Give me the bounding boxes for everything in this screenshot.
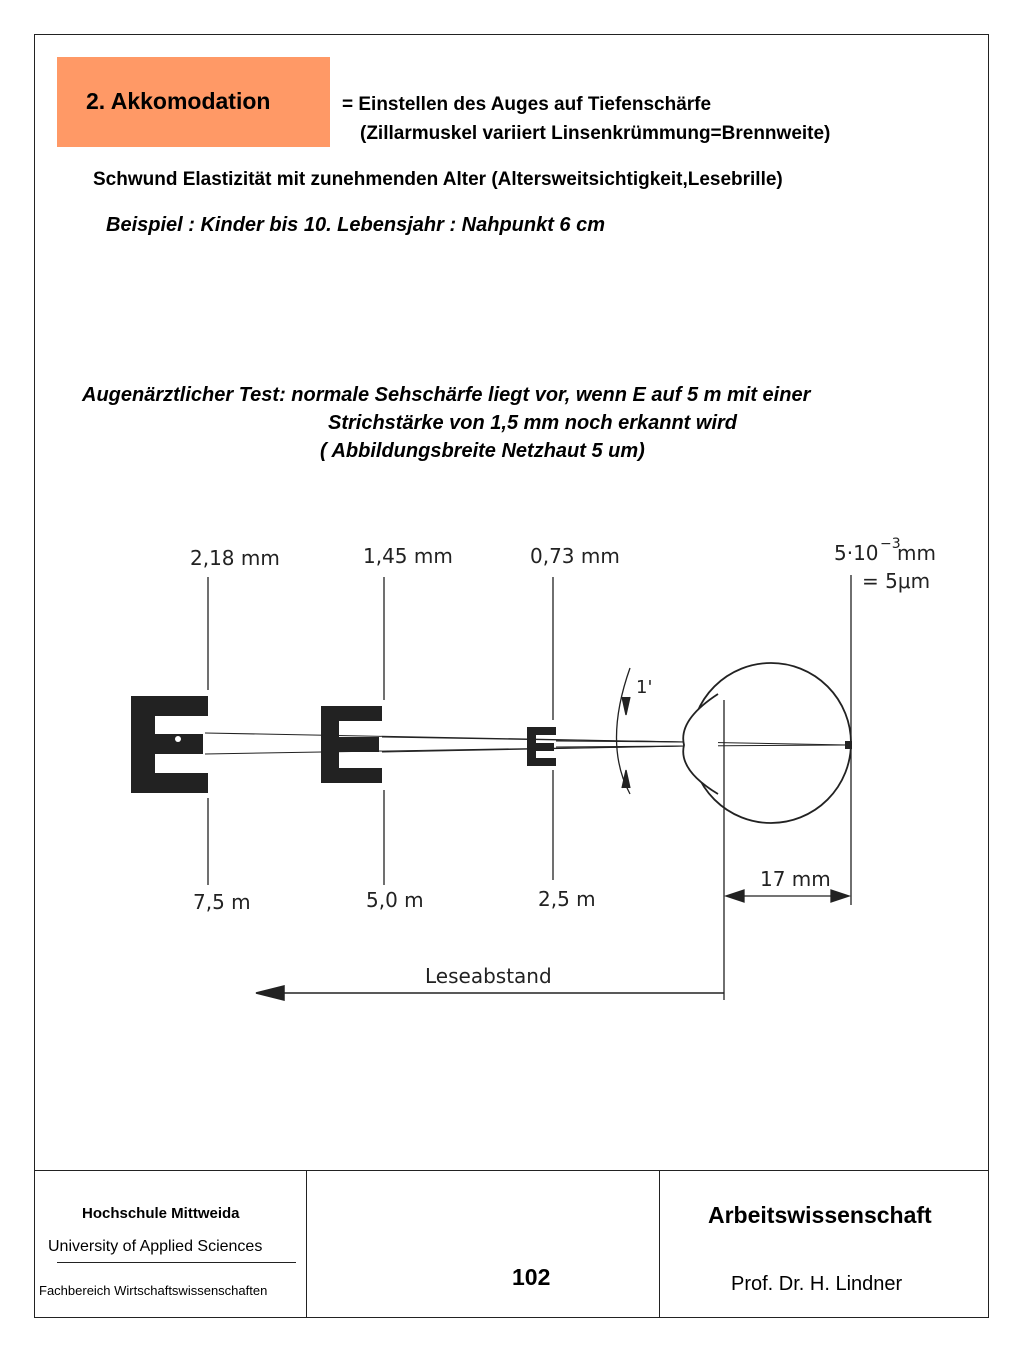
definition-line-1: = Einstellen des Auges auf Tiefenschärfe bbox=[342, 94, 712, 115]
test-line-2: Strichstärke von 1,5 mm noch erkannt wird bbox=[328, 412, 738, 434]
height-label-large: 2,18 mm bbox=[190, 546, 280, 570]
definition-line-2: (Zillarmuskel variiert Linsenkrümmung=Brennweite) bbox=[360, 123, 831, 144]
aging-line: Schwund Elastizität mit zunehmenden Alter (Altersweitsichtigkeit,Lesebrille) bbox=[93, 169, 783, 190]
eye-diagram bbox=[683, 663, 852, 823]
visual-rays bbox=[205, 733, 848, 754]
letter-e-medium bbox=[321, 706, 382, 783]
test-line-1: Augenärztlicher Test: normale Sehschärfe liegt vor, wenn E auf 5 m mit einer bbox=[82, 384, 811, 406]
height-markers bbox=[208, 575, 851, 1000]
footer-subject: Arbeitswissenschaft bbox=[708, 1202, 932, 1228]
distance-label-small: 2,5 m bbox=[538, 887, 596, 911]
test-line-3: ( Abbildungsbreite Netzhaut 5 um) bbox=[320, 440, 645, 462]
example-line: Beispiel : Kinder bis 10. Lebensjahr : Nahpunkt 6 cm bbox=[106, 214, 606, 236]
retina-size-label: 5·10 bbox=[834, 541, 879, 565]
footer-column-divider-right bbox=[659, 1170, 660, 1318]
reading-distance-label: Leseabstand bbox=[425, 964, 552, 988]
slide-title: 2. Akkomodation bbox=[86, 88, 271, 114]
eye-length-label: 17 mm bbox=[760, 867, 831, 891]
reading-distance-arrow bbox=[256, 986, 724, 1000]
visual-angle-label: 1' bbox=[636, 677, 653, 698]
distance-label-medium: 5,0 m bbox=[366, 888, 424, 912]
eye-length-dimension bbox=[726, 890, 849, 902]
footer-department: Fachbereich Wirtschaftswissenschaften bbox=[39, 1283, 268, 1298]
footer-professor: Prof. Dr. H. Lindner bbox=[731, 1273, 903, 1295]
height-label-small: 0,73 mm bbox=[530, 544, 620, 568]
retina-size-unit: mm bbox=[897, 541, 936, 565]
page-number: 102 bbox=[512, 1264, 551, 1290]
retina-size-exponent: −3 bbox=[880, 536, 901, 552]
footer-university-underline bbox=[57, 1262, 296, 1263]
distance-label-large: 7,5 m bbox=[193, 890, 251, 914]
retina-size-micron: = 5μm bbox=[862, 569, 931, 593]
height-label-medium: 1,45 mm bbox=[363, 544, 453, 568]
visual-angle-arc bbox=[617, 668, 631, 794]
footer-school: Hochschule Mittweida bbox=[82, 1205, 240, 1222]
letter-e-large bbox=[131, 696, 208, 793]
footer-column-divider-left bbox=[306, 1170, 307, 1318]
footer-university: University of Applied Sciences bbox=[48, 1238, 263, 1255]
letter-e-small bbox=[527, 727, 556, 766]
footer-divider bbox=[34, 1170, 989, 1171]
